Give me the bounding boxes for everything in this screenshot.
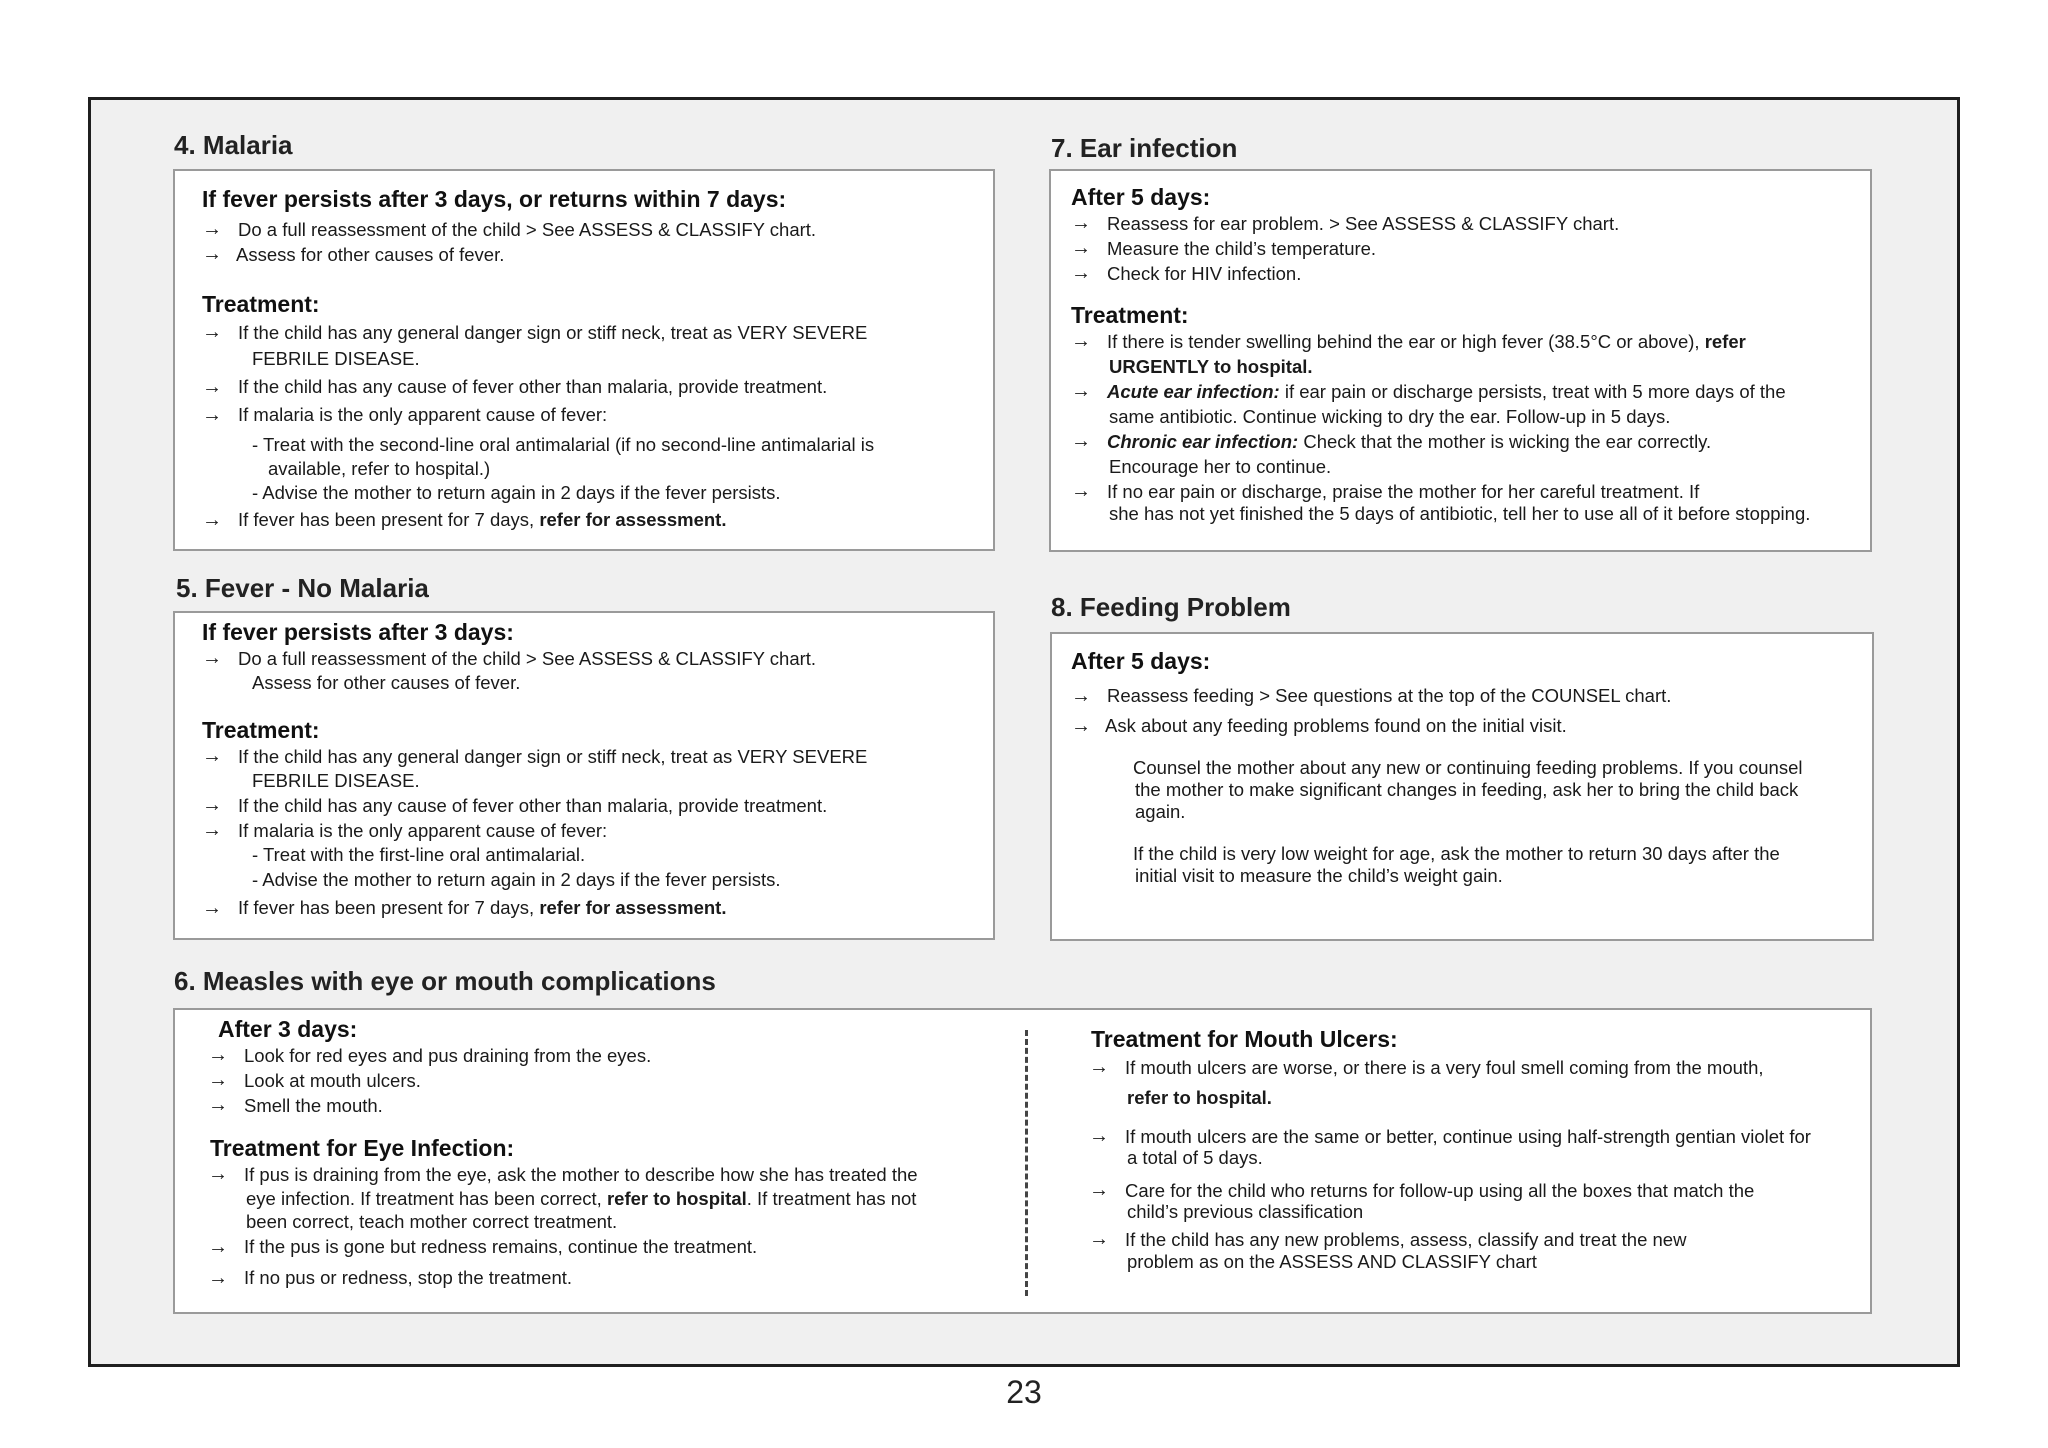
list-item: → Acute ear infection: if ear pain or discharge persists, treat with 5 more days of the bbox=[1071, 380, 1786, 402]
list-item: → If the child has any cause of fever other than malaria, provide treatment. bbox=[202, 373, 874, 401]
section-title-ear: 7. Ear infection bbox=[1051, 133, 1238, 163]
paragraph-line: If the child is very low weight for age, ask the mother to return 30 days after the bbox=[1133, 843, 1780, 864]
arrow-icon: → bbox=[202, 647, 222, 669]
list-item: → If the child has any general danger sign or stiff neck, treat as VERY SEVERE bbox=[202, 745, 868, 767]
measles-heading: After 3 days: bbox=[218, 1016, 358, 1042]
list-item: → Reassess for ear problem. > See ASSESS & CLASSIFY chart. bbox=[1071, 212, 1620, 234]
list-item-continuation: URGENTLY to hospital. bbox=[1109, 356, 1313, 377]
arrow-icon: → bbox=[208, 1236, 228, 1258]
list-item-continuation: FEBRILE DISEASE. bbox=[252, 348, 420, 369]
arrow-icon: → bbox=[1071, 262, 1091, 284]
arrow-icon: → bbox=[1089, 1228, 1109, 1250]
arrow-icon: → bbox=[1071, 212, 1091, 234]
list-item: → If the pus is gone but redness remains, continue the treatment. bbox=[208, 1233, 918, 1261]
arrow-icon: → bbox=[202, 794, 222, 816]
sub-item: - Advise the mother to return again in 2 days if the fever persists. bbox=[252, 869, 781, 890]
list-item: → Chronic ear infection: Check that the mother is wicking the ear correctly. bbox=[1071, 430, 1712, 452]
arrow-icon: → bbox=[208, 1163, 228, 1185]
list-item-continuation: same antibiotic. Continue wicking to dry the ear. Follow-up in 5 days. bbox=[1109, 406, 1671, 427]
section-title-feeding: 8. Feeding Problem bbox=[1051, 592, 1291, 622]
treatment-heading: Treatment: bbox=[1071, 302, 1189, 328]
list-item: → Do a full reassessment of the child > See ASSESS & CLASSIFY chart. bbox=[202, 218, 817, 240]
list-item: → If the child has any general danger sign or stiff neck, treat as VERY SEVERE bbox=[202, 321, 868, 343]
measles-box bbox=[173, 1008, 1872, 1314]
list-item: → If the child has any new problems, assess, classify and treat the new bbox=[1089, 1228, 1687, 1250]
arrow-icon: → bbox=[202, 243, 222, 265]
feeding-heading: After 5 days: bbox=[1071, 648, 1211, 674]
malaria-box bbox=[173, 169, 995, 551]
arrow-icon: → bbox=[1071, 685, 1091, 707]
list-item: → Ask about any feeding problems found on the initial visit. bbox=[1071, 711, 1803, 741]
paragraph-line: the mother to make significant changes in feeding, ask her to bring the child back bbox=[1135, 779, 1799, 800]
ear-box bbox=[1049, 169, 1872, 552]
list-item: → If mouth ulcers are the same or better, continue using half-strength gentian violet for bbox=[1089, 1125, 1811, 1147]
list-item: → If fever has been present for 7 days, refer for assessment. bbox=[202, 505, 874, 535]
list-item-continuation: been correct, teach mother correct treatment. bbox=[246, 1211, 618, 1232]
sub-item: - Advise the mother to return again in 2 days if the fever persists. bbox=[252, 482, 781, 503]
arrow-icon: → bbox=[202, 897, 222, 919]
list-item: → If the child has any cause of fever other than malaria, provide treatment. bbox=[202, 794, 828, 816]
list-item-continuation: Encourage her to continue. bbox=[1109, 456, 1332, 477]
arrow-icon: → bbox=[1089, 1056, 1109, 1078]
arrow-icon: → bbox=[1089, 1179, 1109, 1201]
list-item: → Do a full reassessment of the child > See ASSESS & CLASSIFY chart. bbox=[202, 647, 817, 669]
list-item: → If no pus or redness, stop the treatment. bbox=[208, 1261, 918, 1295]
arrow-icon: → bbox=[202, 321, 222, 343]
list-item-continuation: Assess for other causes of fever. bbox=[252, 672, 521, 693]
treatment-heading: Treatment: bbox=[202, 291, 320, 317]
arrow-icon: → bbox=[208, 1267, 228, 1289]
list-item-continuation: she has not yet finished the 5 days of antibiotic, tell her to use all of it before stopping. bbox=[1109, 503, 1811, 524]
paragraph-line: again. bbox=[1135, 801, 1186, 822]
list-item: → Look at mouth ulcers. bbox=[208, 1069, 421, 1091]
ear-heading: After 5 days: bbox=[1071, 184, 1211, 210]
list-item: → Smell the mouth. bbox=[208, 1094, 383, 1116]
list-item: → If there is tender swelling behind the ear or high fever (38.5°C or above), refer bbox=[1071, 330, 1746, 352]
arrow-icon: → bbox=[1071, 715, 1091, 737]
arrow-icon: → bbox=[1071, 237, 1091, 259]
list-item: → Look for red eyes and pus draining from the eyes. bbox=[208, 1044, 652, 1066]
list-item: → If no ear pain or discharge, praise the mother for her careful treatment. If bbox=[1071, 480, 1700, 502]
page-number: 23 bbox=[1006, 1374, 1042, 1410]
list-item: → If malaria is the only apparent cause of fever: bbox=[202, 819, 608, 841]
paragraph-line: initial visit to measure the child’s weight gain. bbox=[1135, 865, 1503, 886]
feeding-box bbox=[1050, 632, 1874, 941]
list-item: → Measure the child’s temperature. bbox=[1071, 237, 1377, 259]
list-item-continuation: a total of 5 days. bbox=[1127, 1147, 1263, 1168]
arrow-icon: → bbox=[1071, 380, 1091, 402]
arrow-icon: → bbox=[202, 745, 222, 767]
mouth-treatment-heading: Treatment for Mouth Ulcers: bbox=[1091, 1026, 1398, 1052]
list-item: → If pus is draining from the eye, ask the mother to describe how she has treated the bbox=[208, 1163, 918, 1185]
list-item: → If malaria is the only apparent cause of fever: bbox=[202, 401, 874, 429]
sub-item-continuation: available, refer to hospital.) bbox=[268, 458, 491, 479]
paragraph-line: Counsel the mother about any new or continuing feeding problems. If you counsel bbox=[1133, 757, 1803, 778]
section-title-malaria: 4. Malaria bbox=[174, 130, 293, 160]
malaria-heading: If fever persists after 3 days, or returns within 7 days: bbox=[202, 186, 787, 212]
arrow-icon: → bbox=[208, 1094, 228, 1116]
list-item-continuation: problem as on the ASSESS AND CLASSIFY chart bbox=[1127, 1251, 1537, 1272]
arrow-icon: → bbox=[202, 509, 222, 531]
list-item-continuation: FEBRILE DISEASE. bbox=[252, 770, 420, 791]
list-item: → If mouth ulcers are worse, or there is a very foul smell coming from the mouth, bbox=[1089, 1056, 1764, 1078]
section-title-fever: 5. Fever - No Malaria bbox=[176, 573, 429, 603]
list-item-continuation: refer to hospital. bbox=[1127, 1087, 1272, 1108]
arrow-icon: → bbox=[1071, 330, 1091, 352]
arrow-icon: → bbox=[202, 819, 222, 841]
fever-heading: If fever persists after 3 days: bbox=[202, 619, 514, 645]
list-item: → Care for the child who returns for follow-up using all the boxes that match the bbox=[1089, 1179, 1755, 1201]
arrow-icon: → bbox=[202, 218, 222, 240]
arrow-icon: → bbox=[208, 1069, 228, 1091]
treatment-heading: Treatment: bbox=[202, 717, 320, 743]
arrow-icon: → bbox=[208, 1044, 228, 1066]
arrow-icon: → bbox=[1089, 1125, 1109, 1147]
eye-treatment-heading: Treatment for Eye Infection: bbox=[210, 1135, 515, 1161]
arrow-icon: → bbox=[202, 404, 222, 426]
list-item: → Check for HIV infection. bbox=[1071, 262, 1302, 284]
arrow-icon: → bbox=[1071, 480, 1091, 502]
list-item-continuation: eye infection. If treatment has been correct, refer to hospital. If treatment has not bbox=[246, 1188, 917, 1209]
list-item-continuation: child’s previous classification bbox=[1127, 1201, 1364, 1222]
arrow-icon: → bbox=[202, 376, 222, 398]
list-item: → If fever has been present for 7 days, refer for assessment. bbox=[202, 893, 867, 923]
section-title-measles: 6. Measles with eye or mouth complications bbox=[174, 966, 716, 996]
sub-item: - Treat with the second-line oral antimalarial (if no second-line antimalarial is bbox=[252, 434, 875, 455]
list-item: → Reassess feeding > See questions at the top of the COUNSEL chart. bbox=[1071, 681, 1803, 711]
column-divider bbox=[1025, 1030, 1028, 1296]
fever-box bbox=[173, 611, 995, 940]
list-item: → Assess for other causes of fever. bbox=[202, 243, 505, 265]
sub-item: - Treat with the first-line oral antimalarial. bbox=[252, 844, 586, 865]
arrow-icon: → bbox=[1071, 430, 1091, 452]
